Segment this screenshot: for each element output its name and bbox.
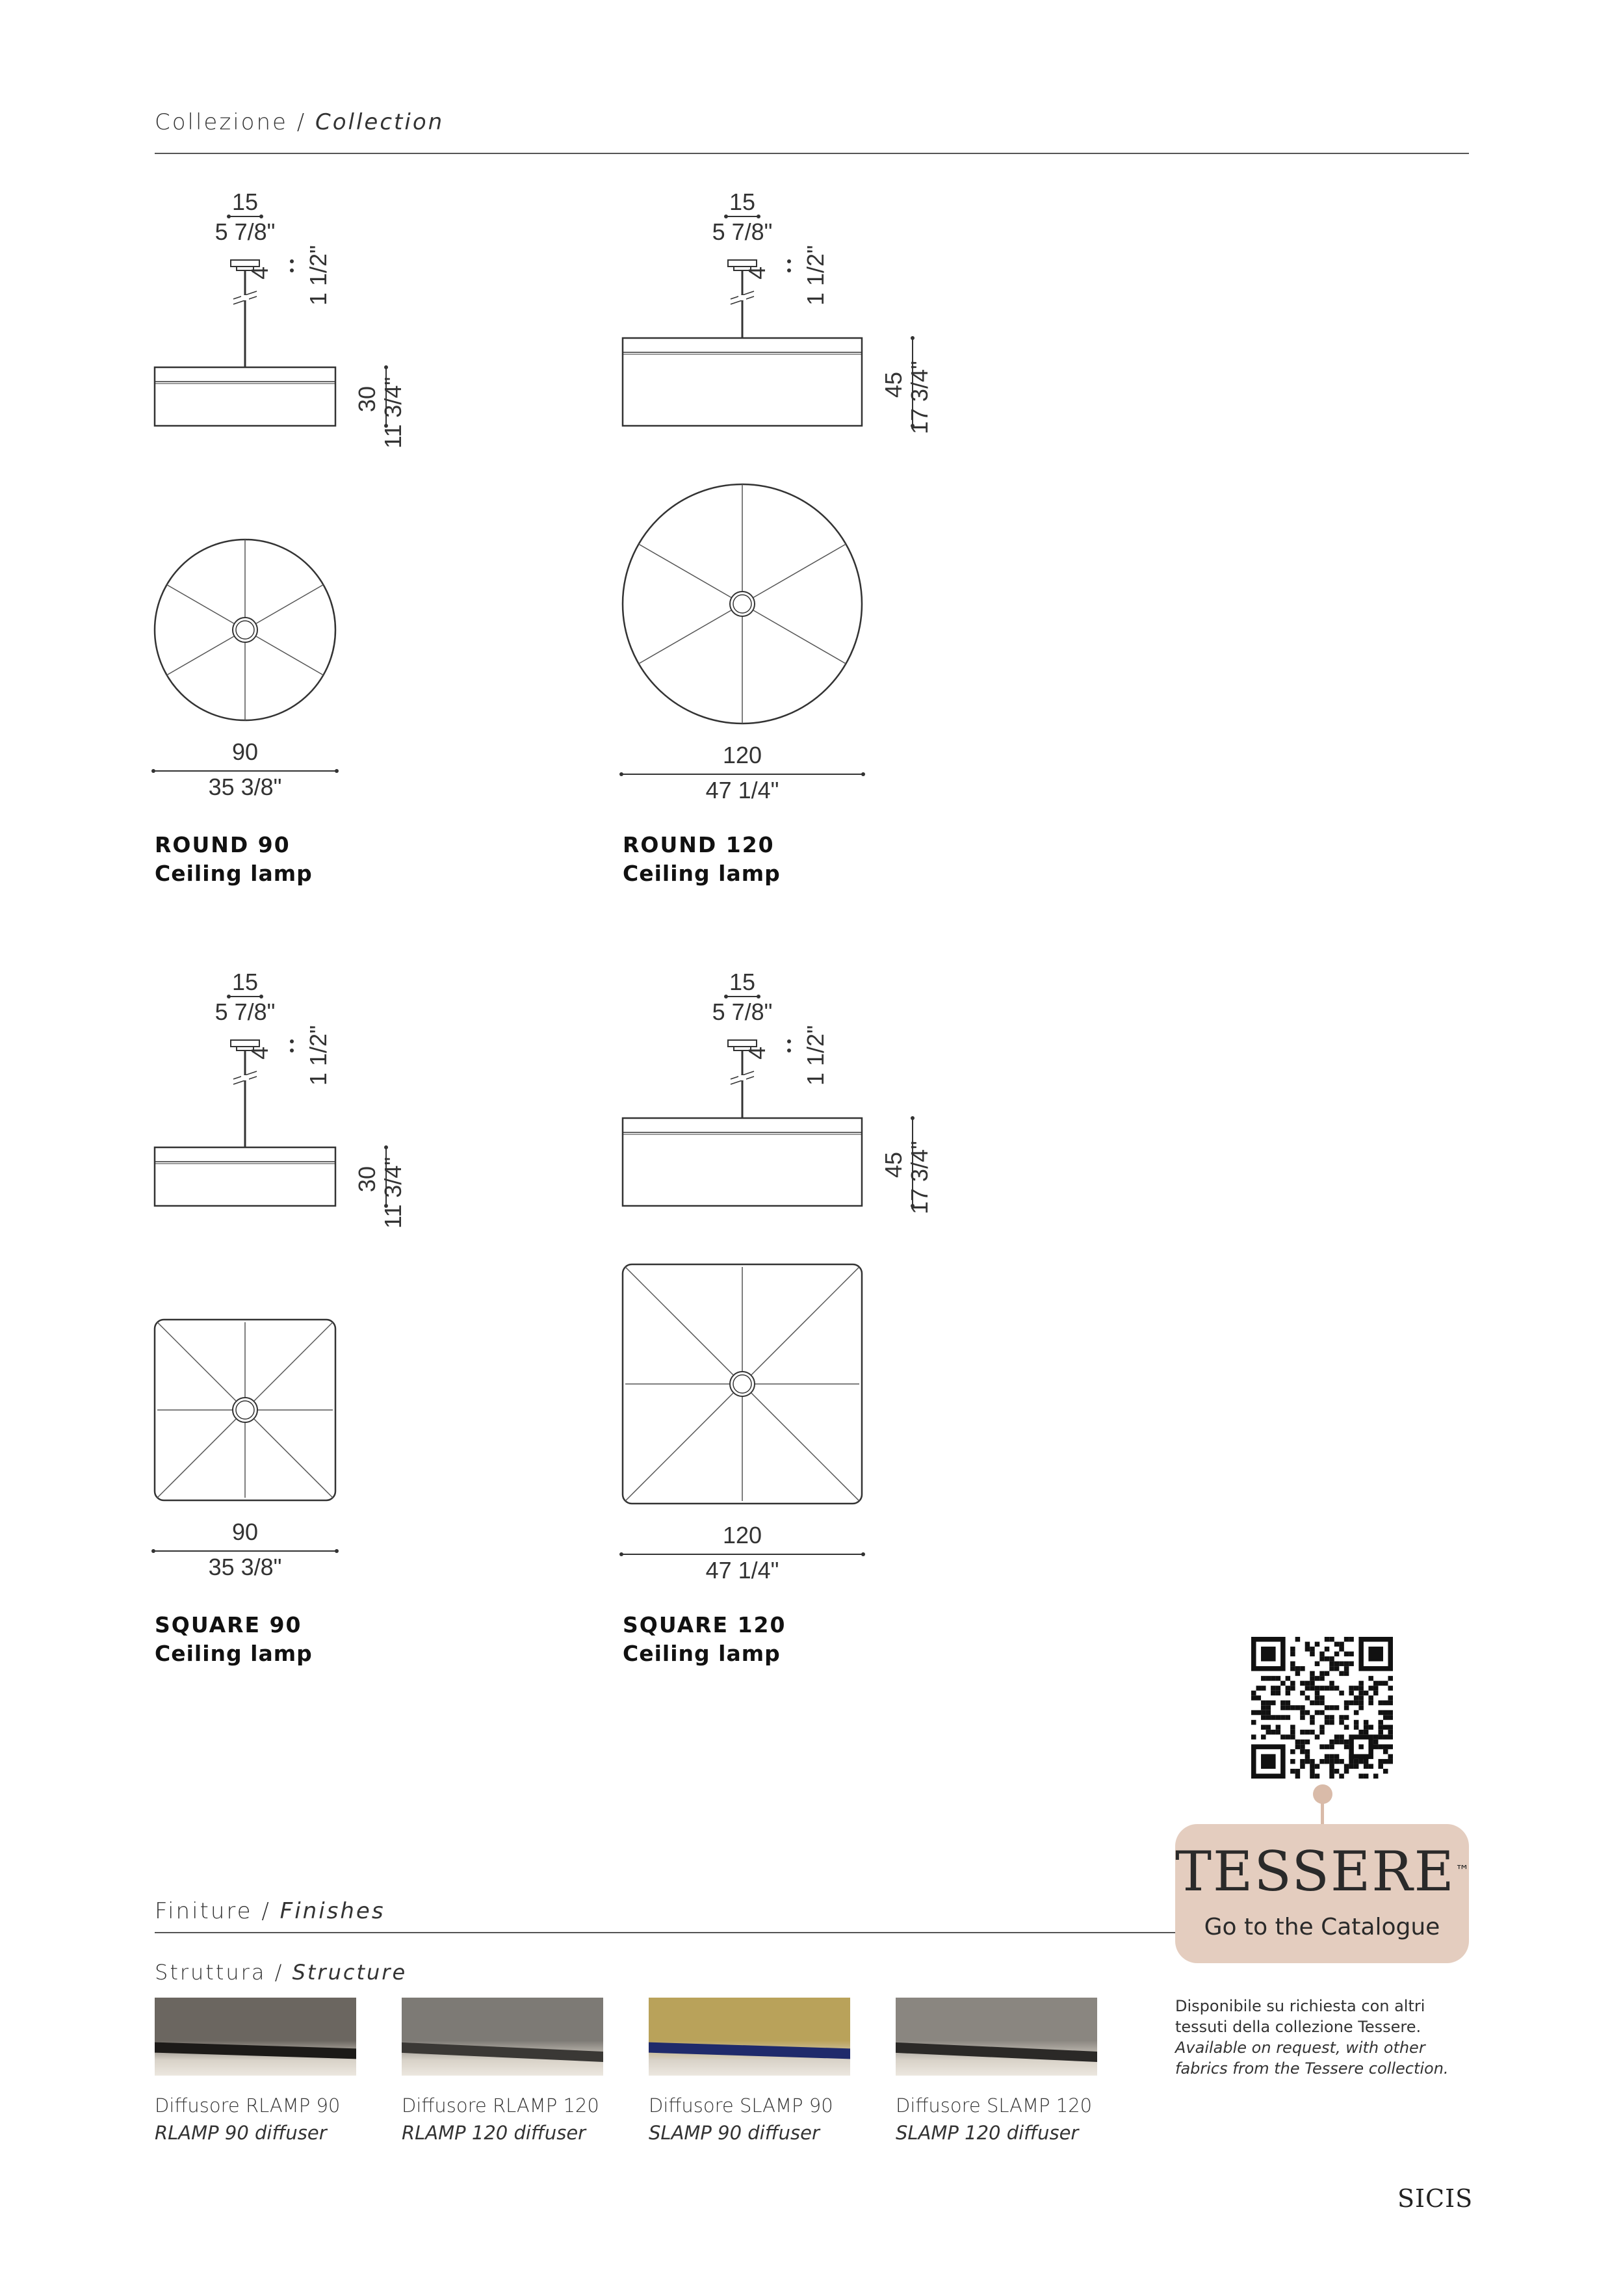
product-name: ROUND 120 bbox=[623, 832, 775, 857]
canopy-width-cm: 15 bbox=[729, 189, 756, 215]
canopy-width-in: 5 7/8" bbox=[214, 218, 276, 245]
canopy-height-cm: 4 bbox=[246, 266, 273, 280]
shade-height-in: 11 3/4" bbox=[380, 376, 406, 449]
canopy-width-cm: 15 bbox=[231, 189, 259, 215]
canopy-height-in: 1 1/2" bbox=[305, 1025, 331, 1086]
swatch-edge-band bbox=[402, 2042, 603, 2063]
finish-caption bbox=[896, 2092, 1092, 2146]
shade-width-in: 35 3/8" bbox=[208, 1554, 282, 1580]
structure-separator: / bbox=[266, 1960, 292, 1985]
catalogue-cta: Go to the Catalogue bbox=[1204, 1914, 1440, 1940]
catalogue-pin-dot bbox=[1313, 1784, 1332, 1804]
shade-width-in: 47 1/4" bbox=[705, 777, 779, 803]
finish-caption-en: RLAMP 90 diffuser bbox=[155, 2122, 327, 2144]
canopy-height-in: 1 1/2" bbox=[802, 1025, 829, 1086]
canopy-height-cm: 4 bbox=[744, 266, 770, 280]
shade-width-cm: 120 bbox=[722, 1522, 762, 1548]
shade-width-cm: 120 bbox=[722, 742, 762, 768]
canopy-width-cm: 15 bbox=[231, 969, 259, 995]
availability-note-en: Available on request, with other fabrics from the Tessere collection. bbox=[1175, 2039, 1449, 2078]
canopy-width-in: 5 7/8" bbox=[712, 998, 773, 1025]
collection-label-it: Collezione bbox=[155, 109, 288, 135]
structure-label-it: Struttura bbox=[155, 1960, 266, 1985]
tessere-logo: TESSERE™ bbox=[1175, 1840, 1471, 1903]
catalogue-button[interactable] bbox=[1175, 1824, 1469, 1963]
shade-width-cm: 90 bbox=[231, 738, 259, 765]
collection-separator: / bbox=[287, 109, 315, 135]
finish-caption-en: SLAMP 120 diffuser bbox=[896, 2122, 1079, 2144]
shade-height-cm: 45 bbox=[880, 1151, 907, 1178]
finish-caption-it: Diffusore SLAMP 90 bbox=[649, 2094, 833, 2117]
product-type: Ceiling lamp bbox=[623, 1641, 781, 1666]
finishes-header bbox=[155, 1898, 385, 1924]
finish-caption-it: Diffusore SLAMP 120 bbox=[896, 2094, 1093, 2117]
shade-width-in: 35 3/8" bbox=[208, 774, 282, 800]
finish-caption-en: SLAMP 90 diffuser bbox=[649, 2122, 820, 2144]
shade-height-cm: 30 bbox=[354, 385, 380, 412]
finish-caption-it: Diffusore RLAMP 120 bbox=[402, 2094, 599, 2117]
product-name: ROUND 90 bbox=[155, 832, 291, 857]
swatch-edge-band bbox=[155, 2042, 356, 2059]
availability-note-it: Disponibile su richiesta con altri tessuti della collezione Tessere. bbox=[1175, 1997, 1425, 2036]
sicis-logo: SICIS bbox=[1397, 2184, 1474, 2213]
availability-note bbox=[1175, 1996, 1474, 2079]
structure-label-en: Structure bbox=[292, 1960, 408, 1985]
product-name: SQUARE 120 bbox=[623, 1612, 786, 1637]
shade-height-in: 11 3/4" bbox=[380, 1156, 406, 1229]
qr-code[interactable] bbox=[1251, 1637, 1393, 1779]
product-name: SQUARE 90 bbox=[155, 1612, 302, 1637]
finish-caption bbox=[155, 2092, 340, 2146]
canopy-height-in: 1 1/2" bbox=[802, 245, 829, 306]
product-type: Ceiling lamp bbox=[155, 861, 313, 886]
canopy-height-in: 1 1/2" bbox=[305, 245, 331, 306]
finishes-label-it: Finiture bbox=[155, 1898, 253, 1924]
swatch-edge-band bbox=[896, 2042, 1097, 2063]
product-type: Ceiling lamp bbox=[155, 1641, 313, 1666]
shade-width-in: 47 1/4" bbox=[705, 1557, 779, 1584]
canopy-width-in: 5 7/8" bbox=[712, 218, 773, 245]
collection-label-en: Collection bbox=[315, 109, 445, 135]
finish-caption bbox=[402, 2092, 599, 2146]
structure-header bbox=[155, 1960, 407, 1985]
finishes-separator: / bbox=[252, 1898, 280, 1924]
finishes-divider bbox=[155, 1932, 1175, 1933]
shade-height-in: 17 3/4" bbox=[906, 360, 933, 434]
shade-height-in: 17 3/4" bbox=[906, 1140, 933, 1214]
canopy-height-cm: 4 bbox=[744, 1046, 770, 1060]
finish-caption-en: RLAMP 120 diffuser bbox=[402, 2122, 586, 2144]
finish-swatch[interactable] bbox=[155, 1998, 356, 2076]
finish-swatch[interactable] bbox=[896, 1998, 1097, 2076]
canopy-width-cm: 15 bbox=[729, 969, 756, 995]
shade-width-cm: 90 bbox=[231, 1519, 259, 1545]
finish-swatch[interactable] bbox=[649, 1998, 850, 2076]
finish-caption-it: Diffusore RLAMP 90 bbox=[155, 2094, 341, 2117]
finish-swatch[interactable] bbox=[402, 1998, 603, 2076]
finishes-label-en: Finishes bbox=[279, 1898, 385, 1924]
canopy-height-cm: 4 bbox=[246, 1046, 273, 1060]
canopy-width-in: 5 7/8" bbox=[214, 998, 276, 1025]
finish-caption bbox=[649, 2092, 833, 2146]
swatch-edge-band bbox=[649, 2042, 850, 2059]
product-type: Ceiling lamp bbox=[623, 861, 781, 886]
shade-height-cm: 30 bbox=[354, 1166, 380, 1192]
shade-height-cm: 45 bbox=[880, 371, 907, 398]
